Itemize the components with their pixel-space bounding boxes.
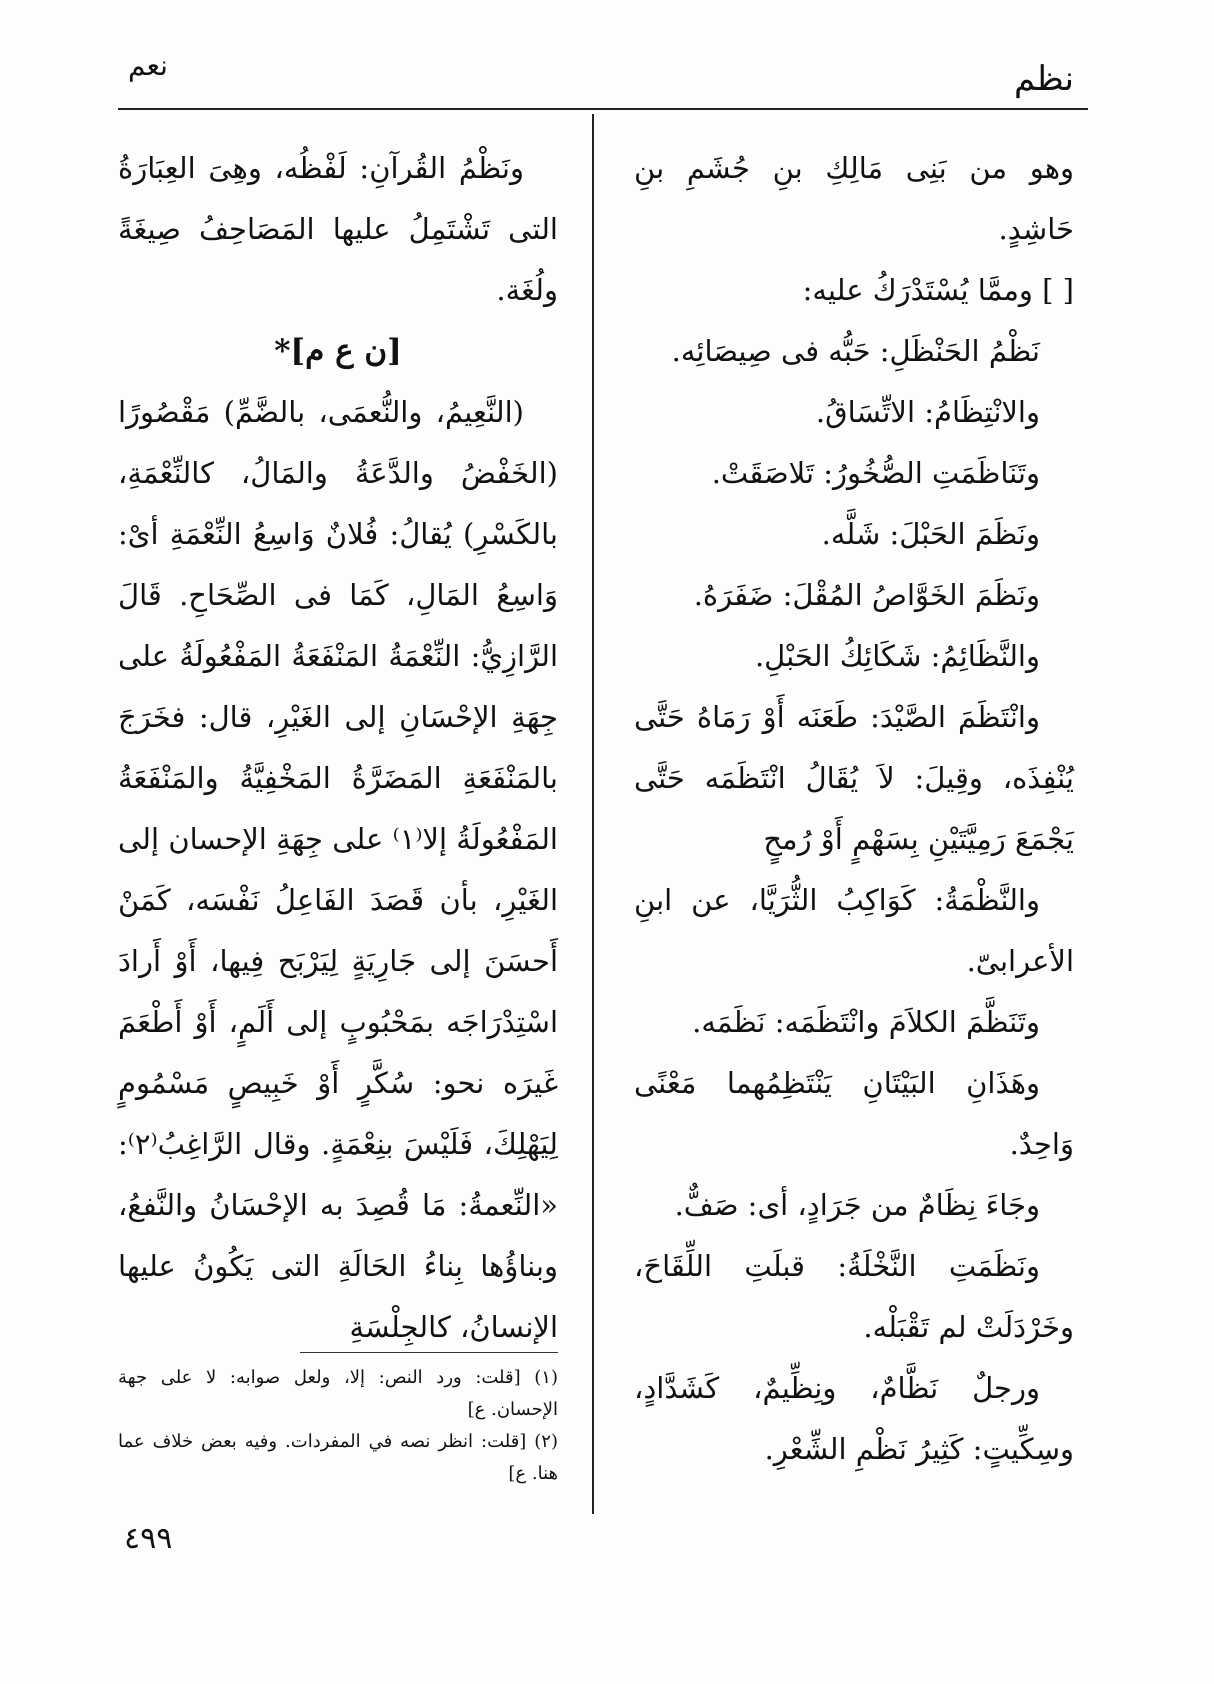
footnote: (١) [قلت: ورد النص: إلا، ولعل صوابه: لا على جهة الإحسان. ع]	[118, 1367, 558, 1420]
footnote: (٢) [قلت: انظر نصه في المفردات. وفيه بعض خلاف عما هنا. ع]	[118, 1431, 558, 1484]
right-column	[634, 138, 1074, 1480]
right-column-line: ونَظَمَ الحَبْلَ: شَلَّه.	[821, 517, 1040, 551]
entry-heading: [ن ع م]*	[274, 333, 402, 369]
right-column-line: وانْتَظَمَ الصَّيْدَ: طَعَنَه أَوْ رَمَاهُ حَتَّى يُنْفِذَه، وقِيلَ: لاَ يُقَالُ انْتَظَمَه حَتَّى يَجْمَعَ رَمِيَّتَيْنِ بِسَهْمٍ أَوْ رُمحٍ	[634, 700, 1074, 856]
footnotes	[118, 1362, 558, 1490]
left-column-opening: ونَظْمُ القُرآنِ: لَفْظُه، وهِىَ العِبَارَةُ التى تَشْتَمِلُ عليها المَصَاحِفُ صِيغَةً ولُغَة.	[118, 151, 558, 307]
left-column-body: (النَّعِيمُ، والنُّعمَى، بالضَّمِّ) مَقْصُورًا (الخَفْضُ والدَّعَةُ والمَالُ، كالنِّعْمَةِ، بالكَسْرِ) يُقالُ: فُلانٌ وَاسِعُ النِّعْمَةِ أىْ: وَاسِعُ المَالِ، كَمَا فى الصِّحَاحِ. قَالَ الرَّازِيُّ: النِّعْمَةُ المَنْفَعَةُ المَفْعُولَةُ على جِهَةِ الإحْسَانِ إلى الغَيْرِ، قال: فخَرَجَ بالمَنْفَعَةِ المَضَرَّةُ المَخْفِيَّةُ والمَنْفَعَةُ المَفْعُولَةُ إلا⁽١⁾ على جِهَةِ الإحسان إلى الغَيْرِ، بأن قَصَدَ الفَاعِلُ نَفْسَه، كَمَنْ أَحسَنَ إلى جَارِيَةٍ لِيَرْبَح فِيها، أَوْ أَرادَ اسْتِدْرَاجَه بمَحْبُوبٍ إلى أَلَمٍ، أَوْ أَطْعَمَ غَيرَه نحو: سُكَّرٍ أَوْ خَبِيصٍ مَسْمُومٍ لِيَهْلِكَ، فَلَيْسَ بنِعْمَةٍ. وقال الرَّاغِبُ⁽٢⁾: «النِّعمةُ: مَا قُصِدَ به الإحْسَانُ والنَّفعُ، وبناؤُها بِناءُ الحَالَةِ التى يَكُونُ عليها الإنسانُ، كالجِلْسَةِ	[118, 395, 558, 1344]
page-number: ٤٩٩	[124, 1521, 173, 1556]
running-header-left: نعم	[128, 49, 168, 82]
header-rule	[118, 108, 1088, 110]
right-column-line: وهَذَانِ البَيْتَانِ يَنْتَظِمُهما مَعْنًى وَاحِدٌ.	[634, 1066, 1074, 1161]
right-column-line: وهو من بَنِى مَالِكِ بنِ جُشَمِ بنِ حَاشِدٍ.	[634, 151, 1074, 246]
right-column-line: وجَاءَ نِظَامٌ من جَرَادٍ، أى: صَفٌّ.	[674, 1188, 1040, 1222]
right-column-line: والنَّظْمَةُ: كَوَاكِبُ الثُّرَيَّا، عن ابنِ الأعرابىّ.	[634, 883, 1074, 978]
right-column-line: وتَنَظَّمَ الكلاَمَ وانْتَظَمَه: نَظَمَه.	[692, 1005, 1040, 1039]
left-column	[118, 138, 558, 1358]
right-column-line: نَظْمُ الحَنْظَلِ: حَبُّه فى صِيصَائِه.	[671, 334, 1040, 368]
column-divider	[592, 114, 594, 1514]
right-column-line: وتَنَاظَمَتِ الصُّخُورُ: تَلاصَقَتْ.	[711, 456, 1040, 490]
right-column-line: ونَظَمَ الخَوَّاصُ المُقْلَ: ضَفَرَهُ.	[693, 578, 1040, 612]
right-column-line: ورجلٌ نَظَّامٌ، ونِظِّيمٌ، كَشَدَّادٍ، وسِكِّيتٍ: كَثِيرُ نَظْمِ الشِّعْرِ.	[634, 1371, 1074, 1466]
running-header-right: نظم	[1014, 59, 1074, 99]
right-column-line: والنَّظَائِمُ: شَكَائِكُ الحَبْلِ.	[754, 639, 1040, 673]
right-column-line: ونَظَمَتِ النَّخْلَةُ: قبلَتِ اللِّقَاحَ، وخَرْدَلَتْ لم تَقْبَلْه.	[634, 1249, 1074, 1344]
right-column-line: والانْتِظَامُ: الاتِّسَاقُ.	[815, 395, 1040, 429]
right-column-line: [ ] وممَّا يُسْتَدْرَكُ عليه:	[802, 273, 1074, 307]
footnote-rule	[300, 1352, 558, 1353]
